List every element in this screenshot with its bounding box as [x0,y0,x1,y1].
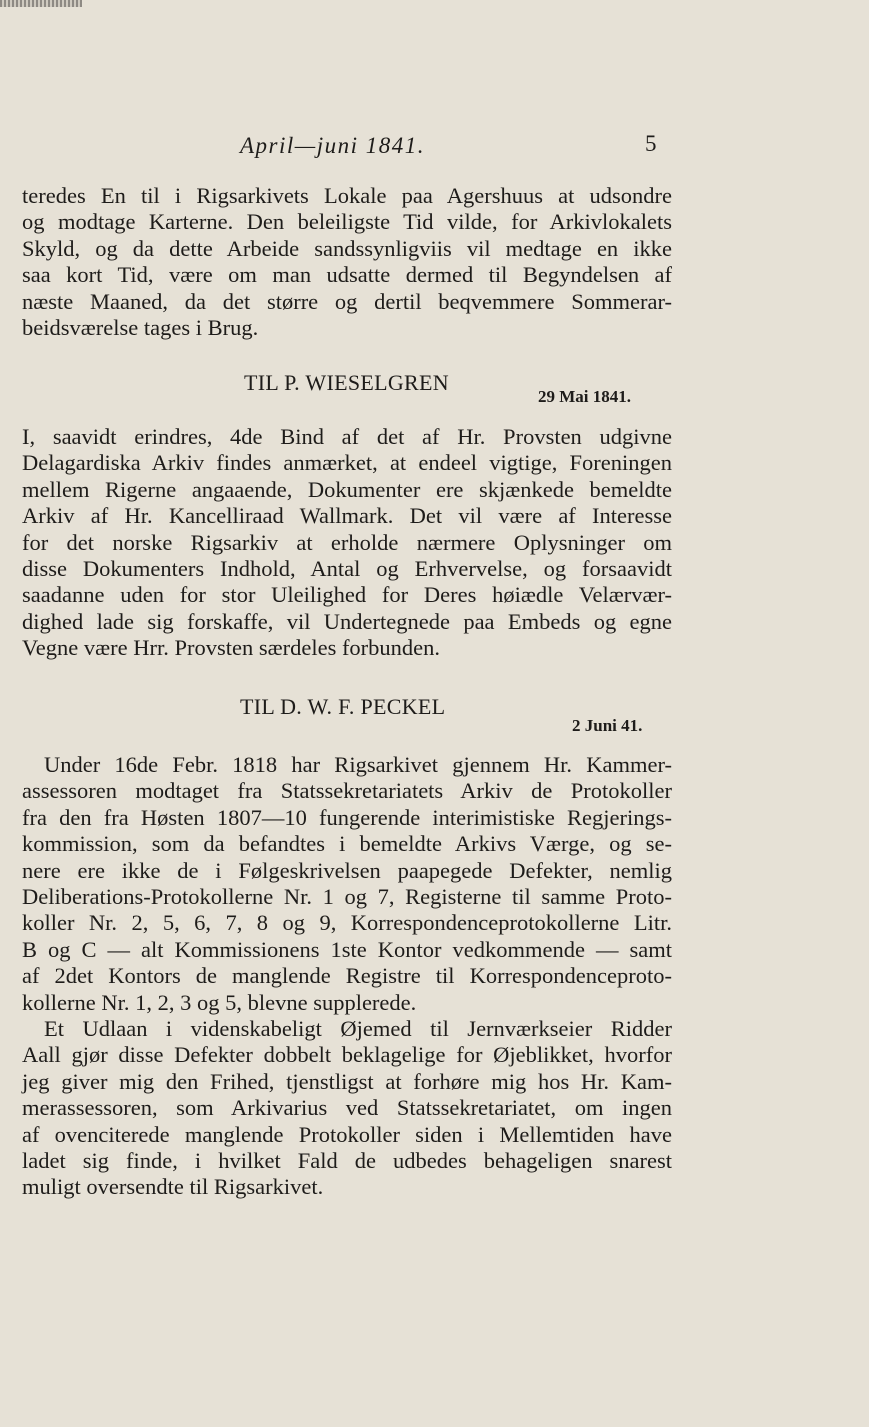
text-line: Vegne være Hrr. Provsten særdeles forbunden. [22,635,441,661]
text-line: Under 16de Febr. 1818 har Rigsarkivet gjennem Hr. Kammer- [44,752,672,777]
text-line: assessoren modtaget fra Statssekretariatets Arkiv de Protokoller [22,778,672,804]
text-line: Aall gjør disse Defekter dobbelt beklagelige for Øjeblikket, hvorfor [22,1042,672,1068]
letter-body-peckel-paragraph-1 [22,752,672,1016]
text-line: mellem Rigerne angaaende, Dokumenter ere skjænkede bemeldte [22,476,672,502]
text-line: I, saavidt erindres, 4de Bind af det af Hr. Provsten udgivne [22,424,672,449]
text-line: af 2det Kontors de manglende Registre til Korrespondenceproto- [22,963,672,989]
text-line: dighed lade sig forskaffe, vil Undertegnede paa Embeds og egne [22,608,672,634]
scan-edge-mark [0,0,82,7]
running-head: April—juni 1841. [240,133,426,158]
letter-body-wieselgren [22,424,672,662]
letter-body-peckel-paragraph-2 [22,1016,672,1201]
page-number: 5 [645,131,657,156]
letter-heading-wieselgren: TIL P. WIESELGREN [244,370,449,395]
text-line: muligt oversendte til Rigsarkivet. [22,1174,324,1200]
text-line: næste Maaned, da det større og dertil beqvemmere Sommerar- [22,288,672,314]
text-line: og modtage Karterne. Den beleiligste Tid vilde, for Arkivlokalets [22,209,672,235]
letter-date-wieselgren: 29 Mai 1841. [538,387,632,406]
text-line: af ovenciterede manglende Protokoller siden i Mellemtiden have [22,1121,672,1147]
text-line: koller Nr. 2, 5, 6, 7, 8 og 9, Korrespondenceprotokollerne Litr. [22,910,672,936]
text-line: teredes En til i Rigsarkivets Lokale paa Agershuus at udsondre [22,183,672,208]
text-line: Arkiv af Hr. Kancelliraad Wallmark. Det vil være af Interesse [22,503,672,529]
text-line: B og C — alt Kommissionens 1ste Kontor vedkommende — samt [22,936,672,962]
intro-paragraph [22,183,672,341]
text-line: Delagardiska Arkiv findes anmærket, at endeel vigtige, Foreningen [22,450,672,476]
text-line: for det norske Rigsarkiv at erholde nærmere Oplysninger om [22,529,672,555]
text-line: Skyld, og da dette Arbeide sandssynligviis vil medtage en ikke [22,235,672,261]
text-line: nere ere ikke de i Følgeskrivelsen paapegede Defekter, nemlig [22,857,672,883]
text-line: Deliberations-Protokollerne Nr. 1 og 7, Registerne til samme Proto- [22,884,672,910]
text-line: disse Dokumenters Indhold, Antal og Erhvervelse, og forsaavidt [22,556,672,582]
text-line: kollerne Nr. 1, 2, 3 og 5, blevne supplerede. [22,989,417,1015]
text-line: jeg giver mig den Frihed, tjenstligst at forhøre mig hos Hr. Kam- [22,1068,672,1094]
letter-heading-peckel: TIL D. W. F. PECKEL [240,694,446,719]
text-line: ladet sig finde, i hvilket Fald de udbedes behageligen snarest [22,1148,672,1174]
text-line: Et Udlaan i videnskabeligt Øjemed til Jernværkseier Ridder [44,1016,672,1041]
text-line: fra den fra Høsten 1807—10 fungerende interimistiske Regjerings- [22,804,672,830]
text-line: saa kort Tid, være om man udsatte dermed til Begyndelsen af [22,262,672,288]
text-line: saadanne uden for stor Uleilighed for Deres høiædle Velærvær- [22,582,672,608]
text-line: kommission, som da befandtes i bemeldte Arkivs Værge, og se- [22,831,672,857]
text-line: merassessoren, som Arkivarius ved Statssekretariatet, om ingen [22,1095,672,1121]
text-line: beidsværelse tages i Brug. [22,315,259,341]
letter-date-peckel: 2 Juni 41. [572,716,643,735]
